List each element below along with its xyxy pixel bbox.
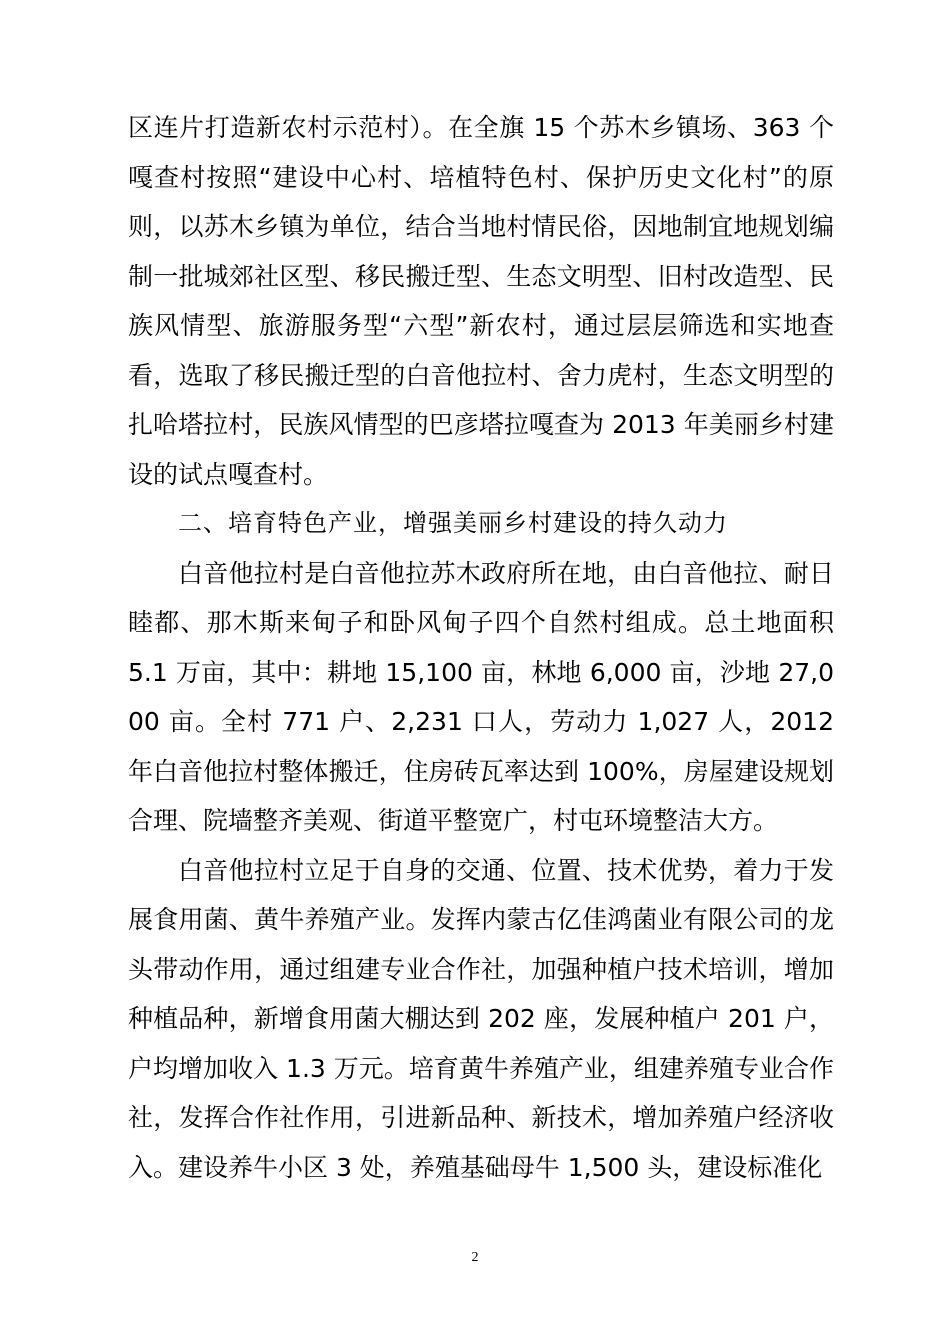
page-number: 2 <box>471 1250 479 1265</box>
paragraph-industry-development: 白音他拉村立足于自身的交通、位置、技术优势，着力于发展食用菌、黄牛养殖产业。发挥内蒙古亿佳鸿菌业有限公司的龙头带动作用，通过组建专业合作社，加强种植户技术培训，增加种植品种，新增食用菌大棚达到 202 座，发展种植户 201 户，户均增加收入 1.3 万元。培育黄牛养殖产业，组建养殖专业合作社，发挥合作社作用，引进新品种、新技术，增加养殖户经济收入。建设养牛小区 3 处，养殖基础母牛 1,500 头，建设标准化 <box>128 855 834 1182</box>
paragraph-village-profile: 白音他拉村是白音他拉苏木政府所在地，由白音他拉、耐日睦都、那木斯来甸子和卧风甸子四个自然村组成。总土地面积 5.1 万亩，其中：耕地 15,100 亩，林地 6,000 亩，沙地 27,000 亩。全村 771 户、2,231 口人，劳动力 1,027 人，2012 年白音他拉村整体搬迁，住房砖瓦率达到 100%，房屋建设规划合理、院墙整齐美观、街道平整宽广，村屯环境整洁大方。 <box>128 558 834 835</box>
paragraph-continuation: 区连片打造新农村示范村）。在全旗 15 个苏木乡镇场、363 个嘎查村按照“建设中心村、培植特色村、保护历史文化村”的原则，以苏木乡镇为单位，结合当地村情民俗，因地制宜地规划编制一批城郊社区型、移民搬迁型、生态文明型、旧村改造型、民族风情型、旅游服务型“六型”新农村，通过层层筛选和实地查看，选取了移民搬迁型的白音他拉村、舍力虎村，生态文明型的扎哈塔拉村，民族风情型的巴彦塔拉嘎查为 2013 年美丽乡村建设的试点嘎查村。 <box>128 113 834 489</box>
document-body <box>128 103 834 1192</box>
section-heading: 二、培育特色产业，增强美丽乡村建设的持久动力 <box>178 509 728 537</box>
